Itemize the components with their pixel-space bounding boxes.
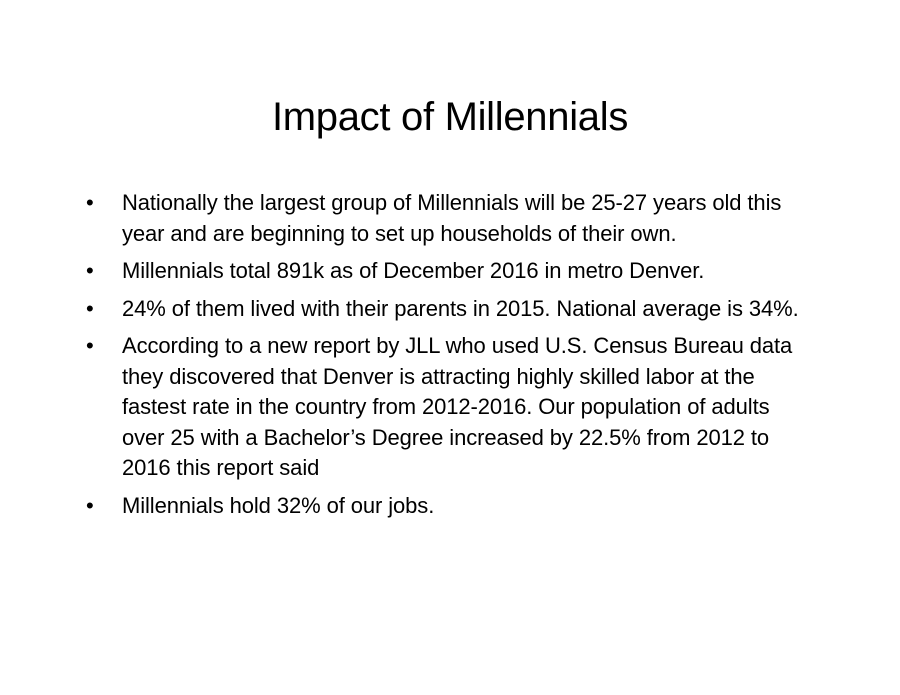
bullet-item-5 — [86, 491, 816, 522]
bullet-text: Nationally the largest group of Millennials will be 25-27 years old this year and are beginning to set up households of their own. — [122, 190, 782, 246]
bullet-dot-icon: • — [86, 258, 94, 283]
bullet-text: According to a new report by JLL who used U.S. Census Bureau data they discovered that Denver is attracting highly skilled labor at the fastest rate in the country from 2012-2016. Our population of adults over 25 with a Bachelor’s Degree increased by 22.5% from 2012 to 2016 this report said — [122, 333, 793, 480]
bullet-item-2 — [86, 256, 816, 287]
bullet-text: Millennials total 891k as of December 2016 in metro Denver. — [122, 258, 705, 283]
bullet-dot-icon: • — [86, 190, 94, 215]
bullet-text: Millennials hold 32% of our jobs. — [122, 492, 435, 518]
bullet-item-1 — [86, 188, 816, 249]
bullet-item-4 — [86, 331, 816, 484]
bullet-text: 24% of them lived with their parents in 2015. National average is 34%. — [122, 295, 799, 321]
slide-title: Impact of Millennials — [271, 95, 629, 139]
bullet-list — [86, 188, 816, 528]
bullet-dot-icon: • — [86, 492, 94, 518]
bullet-dot-icon: • — [86, 333, 94, 358]
bullet-item-3 — [86, 294, 816, 325]
bullet-dot-icon: • — [86, 295, 94, 321]
